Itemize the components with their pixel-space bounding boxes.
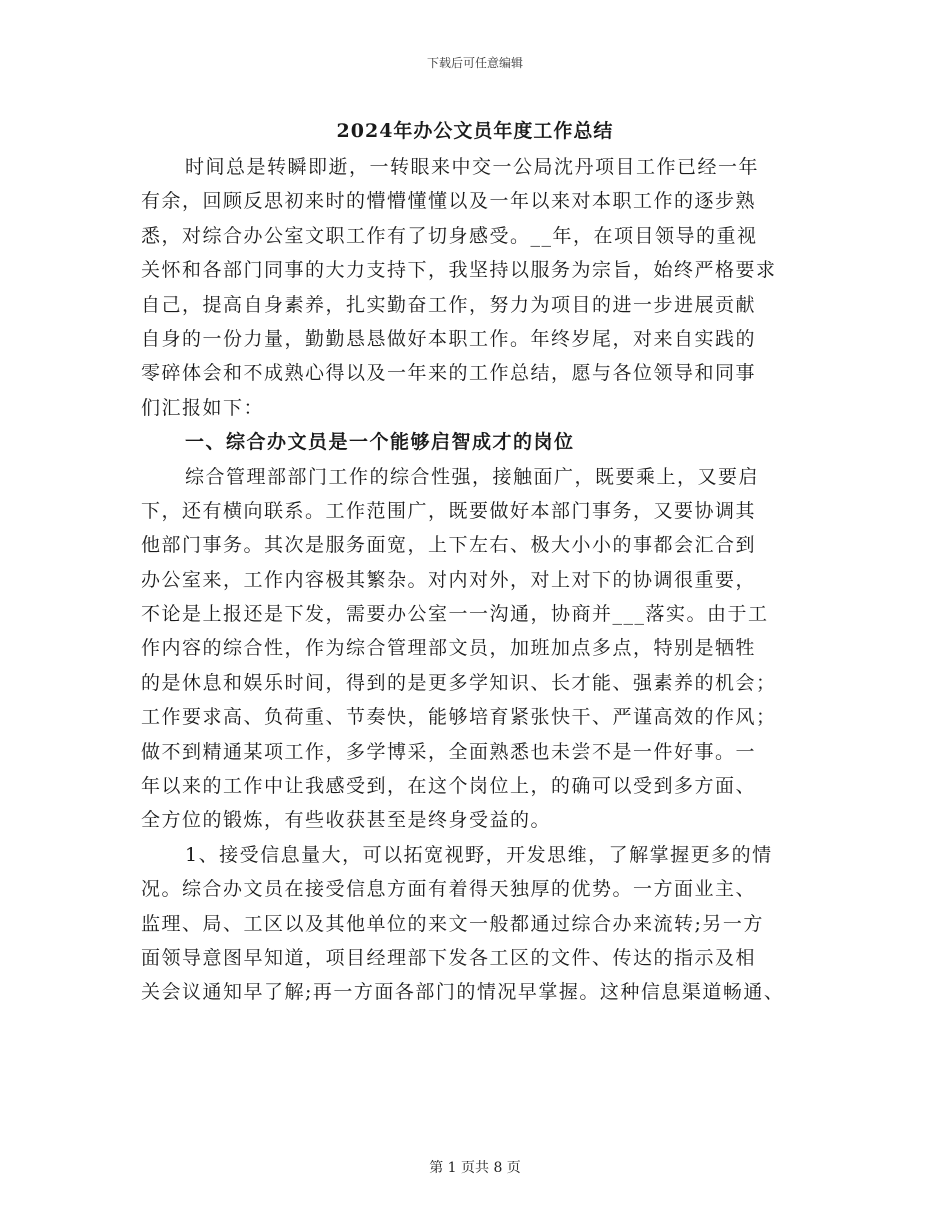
- page-number: 第 1 页共 8 页: [429, 1160, 521, 1176]
- text-line: 作内容的综合性，作为综合管理部文员，加班加点多点，特别是牺牲: [141, 637, 757, 660]
- text-line: 全方位的锻炼，有些收获甚至是终身受益的。: [141, 809, 552, 832]
- header-note: 下载后可任意编辑: [426, 56, 523, 70]
- text-line: 下，还有横向联系。工作范围广，既要做好本部门事务，又要协调其: [141, 499, 757, 522]
- text-line: 年以来的工作中让我感受到，在这个岗位上，的确可以受到多方面、: [141, 775, 757, 798]
- paragraph: [141, 460, 811, 838]
- text-line: 零碎体会和不成熟心得以及一年来的工作总结，愿与各位领导和同事: [141, 362, 757, 385]
- text-line: 自己，提高自身素养，扎实勤奋工作，努力为项目的进一步进展贡献: [141, 293, 757, 316]
- text-line: 关怀和各部门同事的大力支持下，我坚持以服务为宗旨，始终严格要求: [141, 259, 777, 282]
- text-line: 做不到精通某项工作，多学博采，全面熟悉也未尝不是一件好事。一: [141, 740, 757, 763]
- document-body: [141, 150, 811, 1010]
- text-line: 时间总是转瞬即逝，一转眼来中交一公局沈丹项目工作已经一年: [185, 156, 760, 178]
- text-line: 面领导意图早知道，项目经理部下发各工区的文件、传达的指示及相: [141, 946, 757, 969]
- text-line: 关会议通知早了解;再一方面各部门的情况早掌握。这种信息渠道畅通、: [141, 981, 785, 1004]
- text-line: 监理、局、工区以及其他单位的来文一般都通过综合办来流转;另一方: [141, 912, 764, 935]
- text-line: 不论是上报还是下发，需要办公室一一沟通，协商并___落实。由于工: [141, 603, 769, 626]
- text-line: 他部门事务。其次是服务面宽，上下左右、极大小小的事都会汇合到: [141, 534, 757, 557]
- paragraph: [141, 150, 811, 425]
- paragraph: [141, 838, 811, 1010]
- text-line: 况。综合办文员在接受信息方面有着得天独厚的优势。一方面业主、: [141, 878, 757, 901]
- text-line: 有余，回顾反思初来时的懵懵懂懂以及一年以来对本职工作的逐步熟: [141, 190, 757, 213]
- text-line: 的是休息和娱乐时间，得到的是更多学知识、长才能、强素养的机会；: [141, 671, 777, 694]
- text-line: 们汇报如下：: [141, 396, 265, 419]
- text-line: 办公室来，工作内容极其繁杂。对内对外，对上对下的协调很重要，: [141, 568, 757, 591]
- text-line: 1、接受信息量大，可以拓宽视野，开发思维，了解掌握更多的情: [185, 843, 773, 866]
- section-heading: [141, 425, 811, 459]
- text-line: 工作要求高、负荷重、节奏快，能够培育紧张快干、严谨高效的作风；: [141, 706, 777, 729]
- text-line: 悉，对综合办公室文职工作有了切身感受。__年，在项目领导的重视: [141, 224, 758, 247]
- text-line: 自身的一份力量，勤勤恳恳做好本职工作。年终岁尾，对来自实践的: [141, 327, 757, 350]
- text-line: 一、综合办文员是一个能够启智成才的岗位: [185, 431, 575, 454]
- text-line: 综合管理部部门工作的综合性强，接触面广，既要乘上，又要启: [185, 465, 760, 488]
- document-title: 2024年办公文员年度工作总结: [336, 120, 614, 142]
